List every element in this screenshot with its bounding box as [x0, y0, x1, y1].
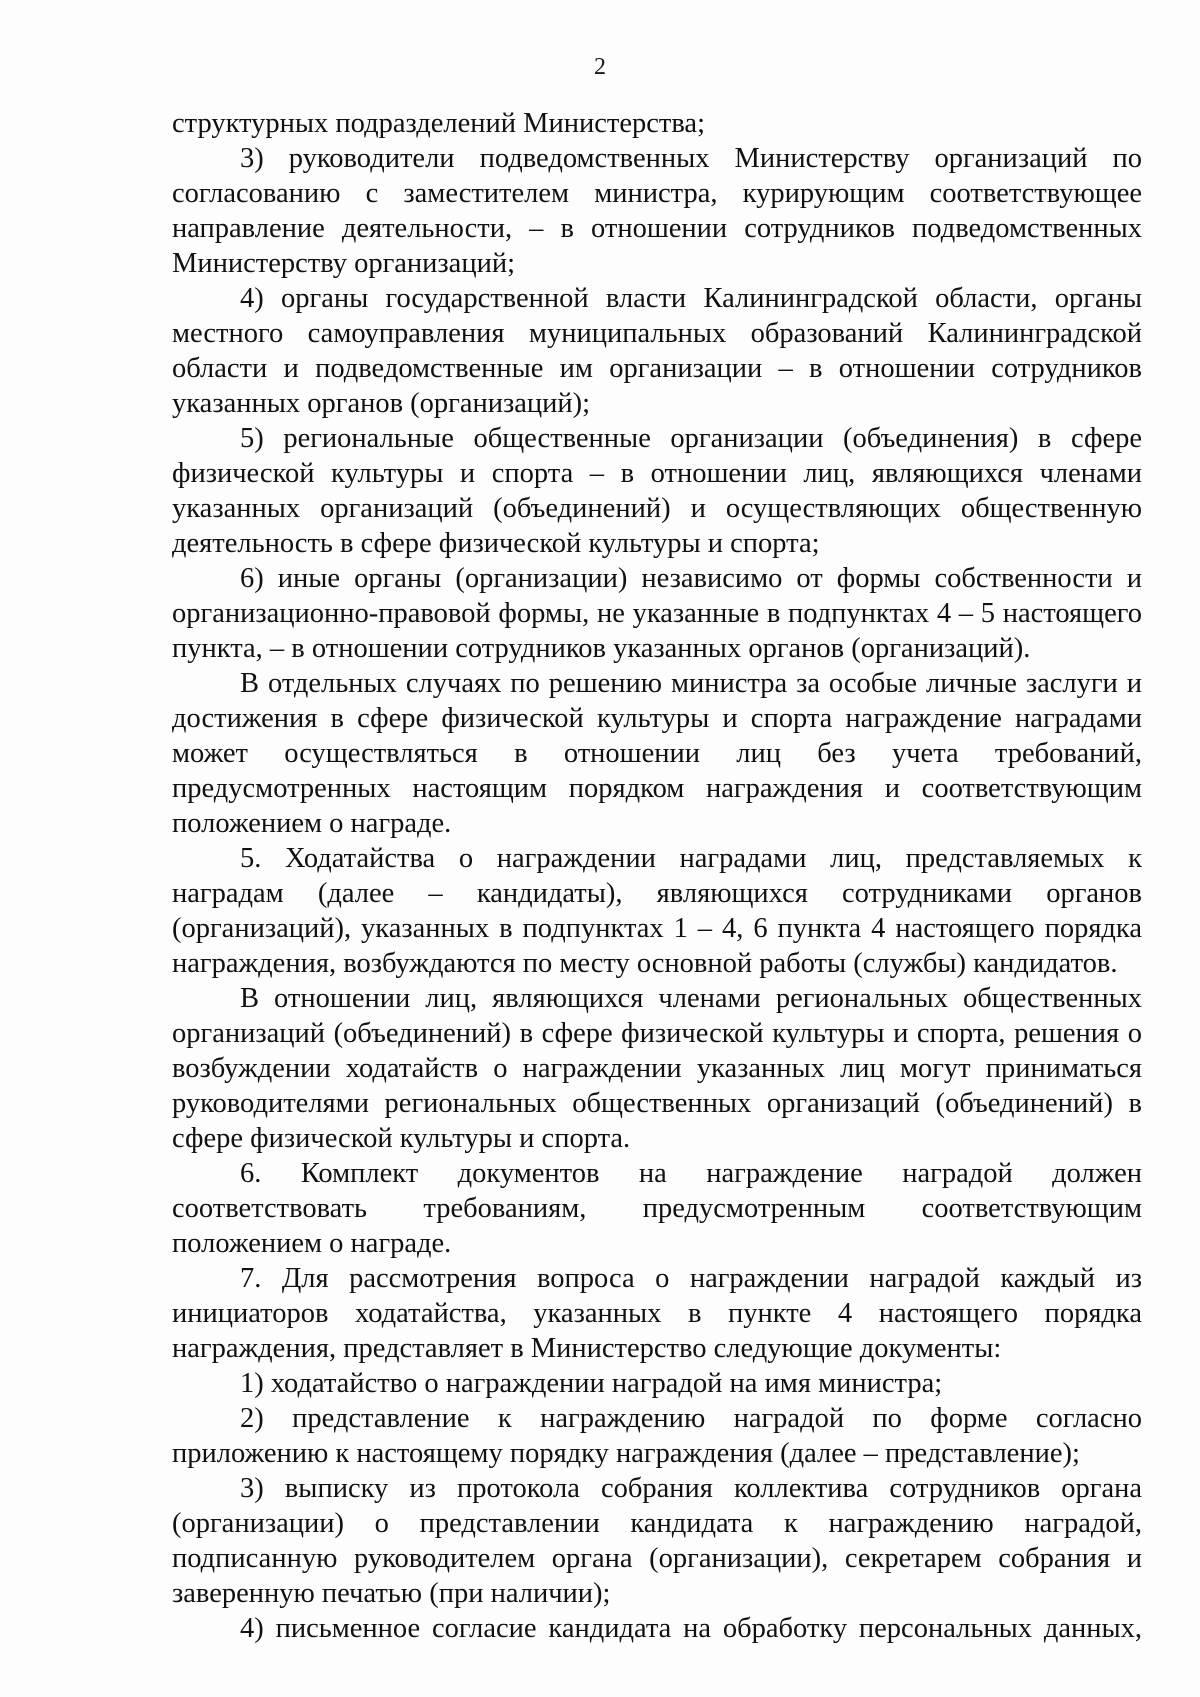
paragraph: В отдельных случаях по решению министра за особые личные заслуги и достижения в сфере физической культуры и спорта награждение наградами может осуществляться в отношении лиц без учета требований, предусмотренных настоящим порядком награждения и соответствующим положением о награде. [172, 668, 1142, 839]
paragraph: 6. Комплект документов на награждение наградой должен соответствовать требованиям, предусмотренным соответствующим положением о награде. [172, 1158, 1142, 1259]
paragraph: 3) руководители подведомственных Министерству организаций по согласованию с заместителем министра, курирующим соответствующее направление деятельности, – в отношении сотрудников подведомственных Министерству организаций; [172, 143, 1142, 279]
paragraph: 4) органы государственной власти Калининградской области, органы местного самоуправления муниципальных образований Калининградской области и подведомственные им организации – в отношении сотрудников указанных органов (организаций); [172, 283, 1142, 419]
paragraph: 4) письменное согласие кандидата на обработку персональных данных, [240, 1613, 1142, 1644]
paragraph: 3) выписку из протокола собрания коллектива сотрудников органа (организации) о представлении кандидата к награждению наградой, подписанную руководителем органа (организации), секретарем собрания и заверенную печатью (при наличии); [172, 1473, 1142, 1609]
paragraph: В отношении лиц, являющихся членами региональных общественных организаций (объединений) в сфере физической культуры и спорта, решения о возбуждении ходатайств о награждении указанных лиц могут приниматься руководителями региональных общественных организаций (объединений) в сфере физической культуры и спорта. [172, 983, 1142, 1154]
paragraph: 5. Ходатайства о награждении наградами лиц, представляемых к наградам (далее – кандидаты), являющихся сотрудниками органов (организаций), указанных в подпунктах 1 – 4, 6 пункта 4 настоящего порядка награждения, возбуждаются по месту основной работы (службы) кандидатов. [172, 843, 1142, 979]
page-number: 2 [594, 54, 606, 80]
paragraph: 5) региональные общественные организации (объединения) в сфере физической культуры и спорта – в отношении лиц, являющихся членами указанных организаций (объединений) и осуществляющих общественную деятельность в сфере физической культуры и спорта; [172, 423, 1142, 559]
paragraph: 6) иные органы (организации) независимо от формы собственности и организационно-правовой формы, не указанные в подпунктах 4 – 5 настоящего пункта, – в отношении сотрудников указанных органов (организаций). [172, 563, 1142, 664]
paragraph: 7. Для рассмотрения вопроса о награждении наградой каждый из инициаторов ходатайства, указанных в пункте 4 настоящего порядка награждения, представляет в Министерство следующие документы: [172, 1263, 1142, 1364]
paragraph: структурных подразделений Министерства; [172, 108, 705, 139]
paragraph: 1) ходатайство о награждении наградой на имя министра; [240, 1368, 943, 1399]
document-body [172, 106, 1142, 1646]
paragraph: 2) представление к награждению наградой по форме согласно приложению к настоящему порядку награждения (далее – представление); [172, 1403, 1142, 1469]
